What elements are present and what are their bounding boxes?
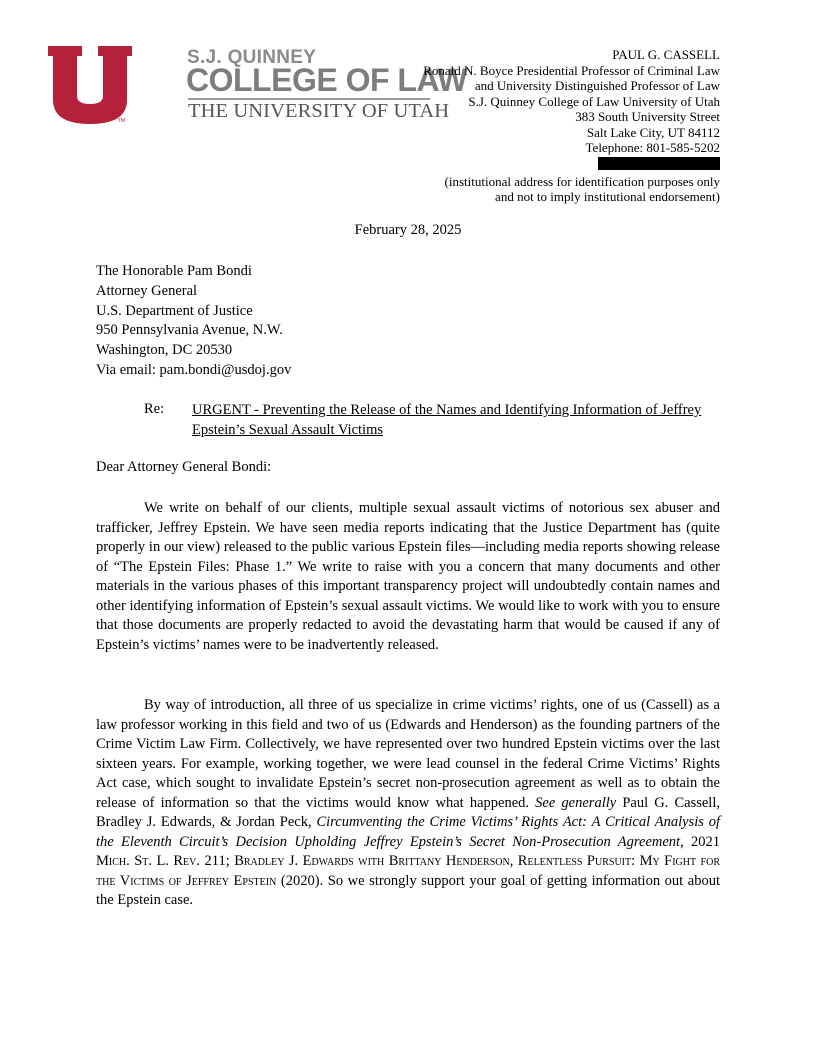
re-label: Re: — [144, 401, 165, 417]
sender-title-2: and University Distinguished Professor of Law — [474, 78, 720, 93]
trademark-mark: TM — [118, 118, 126, 124]
institution-note-1: (institutional address for identification purposes only — [444, 173, 720, 189]
body-paragraph-2 — [96, 696, 720, 911]
salutation: Dear Attorney General Bondi: — [96, 459, 272, 475]
citation-year: , 2021 — [680, 833, 721, 850]
sender-title-1: Ronald N. Boyce Presidential Professor of Criminal Law — [423, 62, 720, 78]
recipient-line: U.S. Department of Justice — [96, 302, 253, 319]
body-paragraph-1: We write on behalf of our clients, multiple sexual assault victims of notorious sex abuser and trafficker, Jeffrey Epstein. We have seen media reports indicating that the Justice Department has (quite properly in our view) released to the public various Epstein files—including media reports showing release of “The Epstein Files: Phase 1.” We write to raise with you a concern that many documents and other materials in the various phases of this important transparency project will undoubtedly contain names and other identifying information of Epstein’s sexual assault victims. We would like to work with you to ensure that those documents are properly redacted to avoid the devastating harm that would be caused if any of Epstein’s victims’ names were to be inadvertently released. — [96, 500, 720, 653]
institution-note-2: and not to imply institutional endorsement) — [495, 189, 720, 204]
sender-name: PAUL G. CASSELL — [612, 47, 720, 62]
redaction-bar — [598, 157, 720, 170]
letterhead-address — [423, 47, 720, 205]
logo-text-university: THE UNIVERSITY OF UTAH — [188, 100, 450, 122]
citation-article-title: Circumventing the Crime Victims’ Rights Act: A Critical Analysis of the Eleventh Circuit’s Decision Upholding Jeffrey Epstein’s Secret Non-Prosecution Agreement — [96, 814, 721, 850]
sender-city: Salt Lake City, UT 84112 — [586, 124, 720, 140]
logo-text-college-of-law: COLLEGE OF LAW — [186, 62, 467, 98]
recipient-email: Via email: pam.bondi@usdoj.gov — [96, 361, 292, 378]
recipient-line: Attorney General — [96, 282, 198, 299]
re-subject: URGENT - Preventing the Release of the Names and Identifying Information of Jeffrey Epstein’s Sexual Assault Victims — [192, 402, 702, 438]
letter-date: February 28, 2025 — [354, 222, 462, 238]
sender-institution: S.J. Quinney College of Law University of Utah — [468, 93, 720, 109]
recipient-address — [96, 262, 291, 381]
recipient-line: The Honorable Pam Bondi — [96, 263, 252, 279]
logo-text-sj-quinney: S.J. QUINNEY — [187, 47, 317, 68]
recipient-line: Washington, DC 20530 — [96, 342, 233, 359]
citation-book: Bradley J. Edwards with Brittany Henderson, Relentless Pursuit: My Fight for the Victims of Jeffrey Epstein — [96, 853, 721, 889]
citation-authors: Paul G. Cassell, Bradley J. Edwards, & Jordan Peck, — [96, 794, 720, 830]
sender-street: 383 South University Street — [575, 109, 720, 124]
block-u-logo — [48, 46, 132, 124]
sender-phone: Telephone: 801-585-5202 — [585, 140, 720, 155]
para2-intro: By way of introduction, all three of us specialize in crime victims’ rights, one of us (Cassell) as a law professor working in this field and two of us (Edwards and Henderson) as the founding partners of the Crime Victim Law Firm. Collectively, we have represented over two hundred Epstein victims over the last sixteen years. For example, working together, we were lead counsel in the federal Crime Victims’ Rights Act case, which sought to invalidate Epstein’s secret non-prosecution agreement as well as to obtain the release of information so that the victims would know what happened. — [96, 697, 720, 811]
college-logo — [48, 46, 467, 126]
citation-page: 211; — [204, 853, 230, 869]
para2-closing: (2020). So we strongly support your goal of getting information out about the Epstein case. — [96, 872, 720, 908]
signal-see-generally: See generally — [535, 794, 617, 811]
recipient-line: 950 Pennsylvania Avenue, N.W. — [96, 322, 283, 339]
citation-journal: Mich. St. L. Rev. — [96, 853, 201, 869]
